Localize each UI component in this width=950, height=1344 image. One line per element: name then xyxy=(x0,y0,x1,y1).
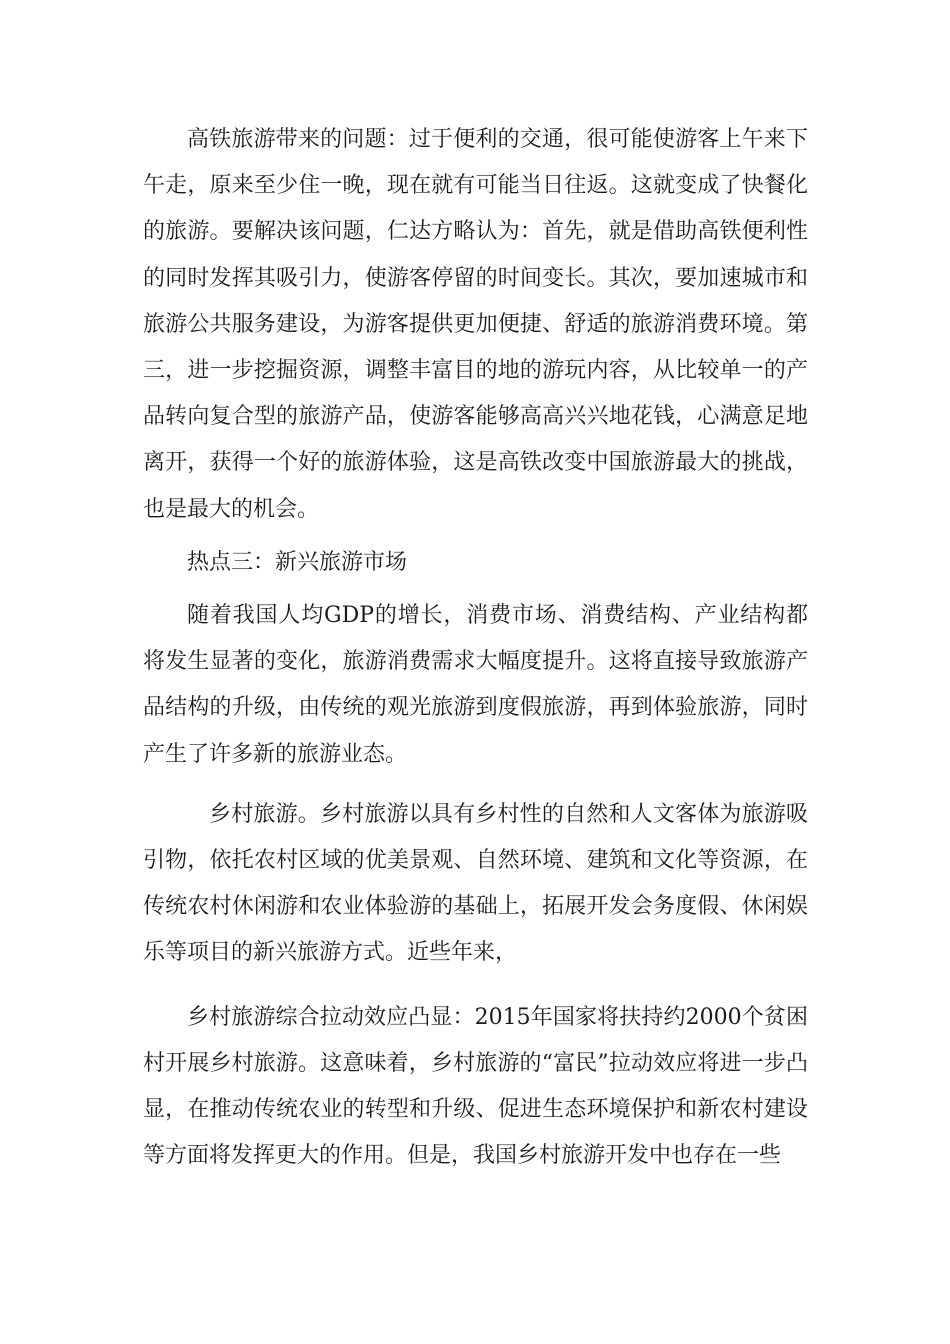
paragraph-rural-tourism-effect: 乡村旅游综合拉动效应凸显：2015年国家将扶持约2000个贫困村开展乡村旅游。这意味着，乡村旅游的“富民”拉动效应将进一步凸显，在推动传统农业的转型和升级、促进生态环境保护和新农村建设等方面将发挥更大的作用。但是，我国乡村旅游开发中也存在一些 xyxy=(143,1004,808,1169)
paragraph-consumption-demand: 随着我国人均GDP的增长，消费市场、消费结构、产业结构都将发生显著的变化，旅游消费需求大幅度提升。这将直接导致旅游产品结构的升级，由传统的观光旅游到度假旅游，再到体验旅游，同时产生了许多新的旅游业态。 xyxy=(143,603,808,767)
paragraph-high-speed-rail-problems: 高铁旅游带来的问题：过于便利的交通，很可能使游客上午来下午走，原来至少住一晚，现在就有可能当日往返。这就变成了快餐化的旅游。要解决该问题，仁达方略认为：首先，就是借助高铁便利性的同时发挥其吸引力，使游客停留的时间变长。其次，要加速城市和旅游公共服务建设，为游客提供更加便捷、舒适的旅游消费环境。第三，进一步挖掘资源，调整丰富目的地的游玩内容，从比较单一的产品转向复合型的旅游产品，使游客能够高高兴兴地花钱，心满意足地离开，获得一个好的旅游体验，这是高铁改变中国旅游最大的挑战，也是最大的机会。 xyxy=(143,127,808,522)
paragraph-rural-tourism: 乡村旅游。乡村旅游以具有乡村性的自然和人文客体为旅游吸引物，依托农村区域的优美景观、自然环境、建筑和文化等资源，在传统农村休闲游和农业体验游的基础上，拓展开发会务度假、休闲娱乐等项目的新兴旅游方式。近些年来， xyxy=(143,801,808,966)
section-heading-hotspot-three: 热点三：新兴旅游市场 xyxy=(187,549,408,575)
document-body xyxy=(143,117,808,1179)
